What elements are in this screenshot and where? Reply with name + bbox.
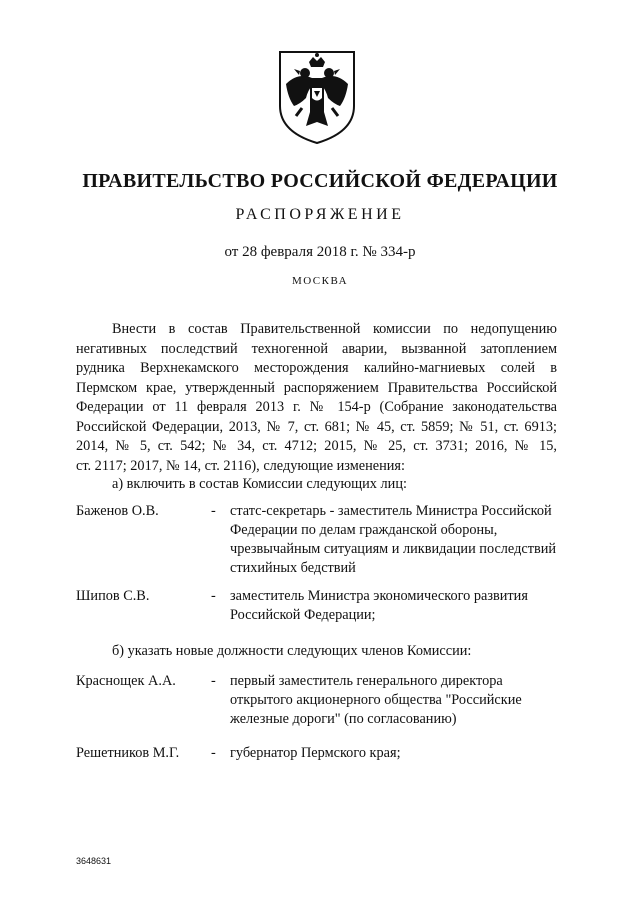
item-a-heading: а) включить в состав Комиссии следующих лиц: bbox=[112, 476, 407, 492]
member-dash: - bbox=[211, 503, 216, 519]
member-dash: - bbox=[211, 745, 216, 761]
member-position: заместитель Министра экономического развития Российской Федерации; bbox=[230, 588, 528, 623]
member-name: Краснощек А.А. bbox=[76, 673, 176, 689]
document-code: 3648631 bbox=[76, 856, 112, 866]
document-type: РАСПОРЯЖЕНИЕ bbox=[235, 206, 405, 223]
document-city: МОСКВА bbox=[291, 275, 349, 287]
document-date-number: от 28 февраля 2018 г. № 334-р bbox=[224, 244, 416, 260]
member-name: Баженов О.В. bbox=[76, 503, 159, 519]
government-title: ПРАВИТЕЛЬСТВО РОССИЙСКОЙ ФЕДЕРАЦИИ bbox=[82, 170, 558, 192]
paragraph-line: 2014, № 5, ст. 542; № 34, ст. 4712; 2015, № 25, ст. 3731; 2016, № 15, bbox=[76, 438, 557, 454]
paragraph-line: Пермском крае, утвержденный распоряжением Правительства Российской bbox=[76, 379, 557, 396]
member-position: статс-секретарь - заместитель Министра Российской Федерации по делам гражданской обороны, чрезвычайным ситуациям и ликвидации последствий стихийных бедствий bbox=[230, 503, 557, 576]
paragraph-line: Федерации от 11 февраля 2013 г. № 154-р (Собрание законодательства bbox=[76, 399, 557, 415]
paragraph-line: негативных последствий техногенной аварии, вызванной затоплением bbox=[76, 340, 557, 357]
member-dash: - bbox=[211, 673, 216, 689]
member-name: Шипов С.В. bbox=[76, 588, 150, 604]
coat-of-arms-icon bbox=[272, 46, 362, 146]
member-position: первый заместитель генерального директора открытого акционерного общества "Российские железные дороги" (по согласованию) bbox=[230, 673, 522, 727]
member-position: губернатор Пермского края; bbox=[230, 745, 401, 761]
paragraph-line: Внести в состав Правительственной комиссии по недопущению bbox=[112, 321, 557, 337]
paragraph-line: рудника Верхнекамского месторождения калийно-магниевых солей в bbox=[76, 360, 557, 376]
paragraph-line: Российской Федерации, 2013, № 7, ст. 681; № 45, ст. 5859; № 51, ст. 6913; bbox=[76, 418, 557, 435]
member-name: Решетников М.Г. bbox=[76, 745, 180, 761]
member-dash: - bbox=[211, 588, 216, 604]
item-b-heading: б) указать новые должности следующих членов Комиссии: bbox=[112, 643, 472, 659]
main-paragraph bbox=[76, 320, 557, 476]
paragraph-line: ст. 2117; 2017, № 14, ст. 2116), следующие изменения: bbox=[76, 457, 405, 474]
